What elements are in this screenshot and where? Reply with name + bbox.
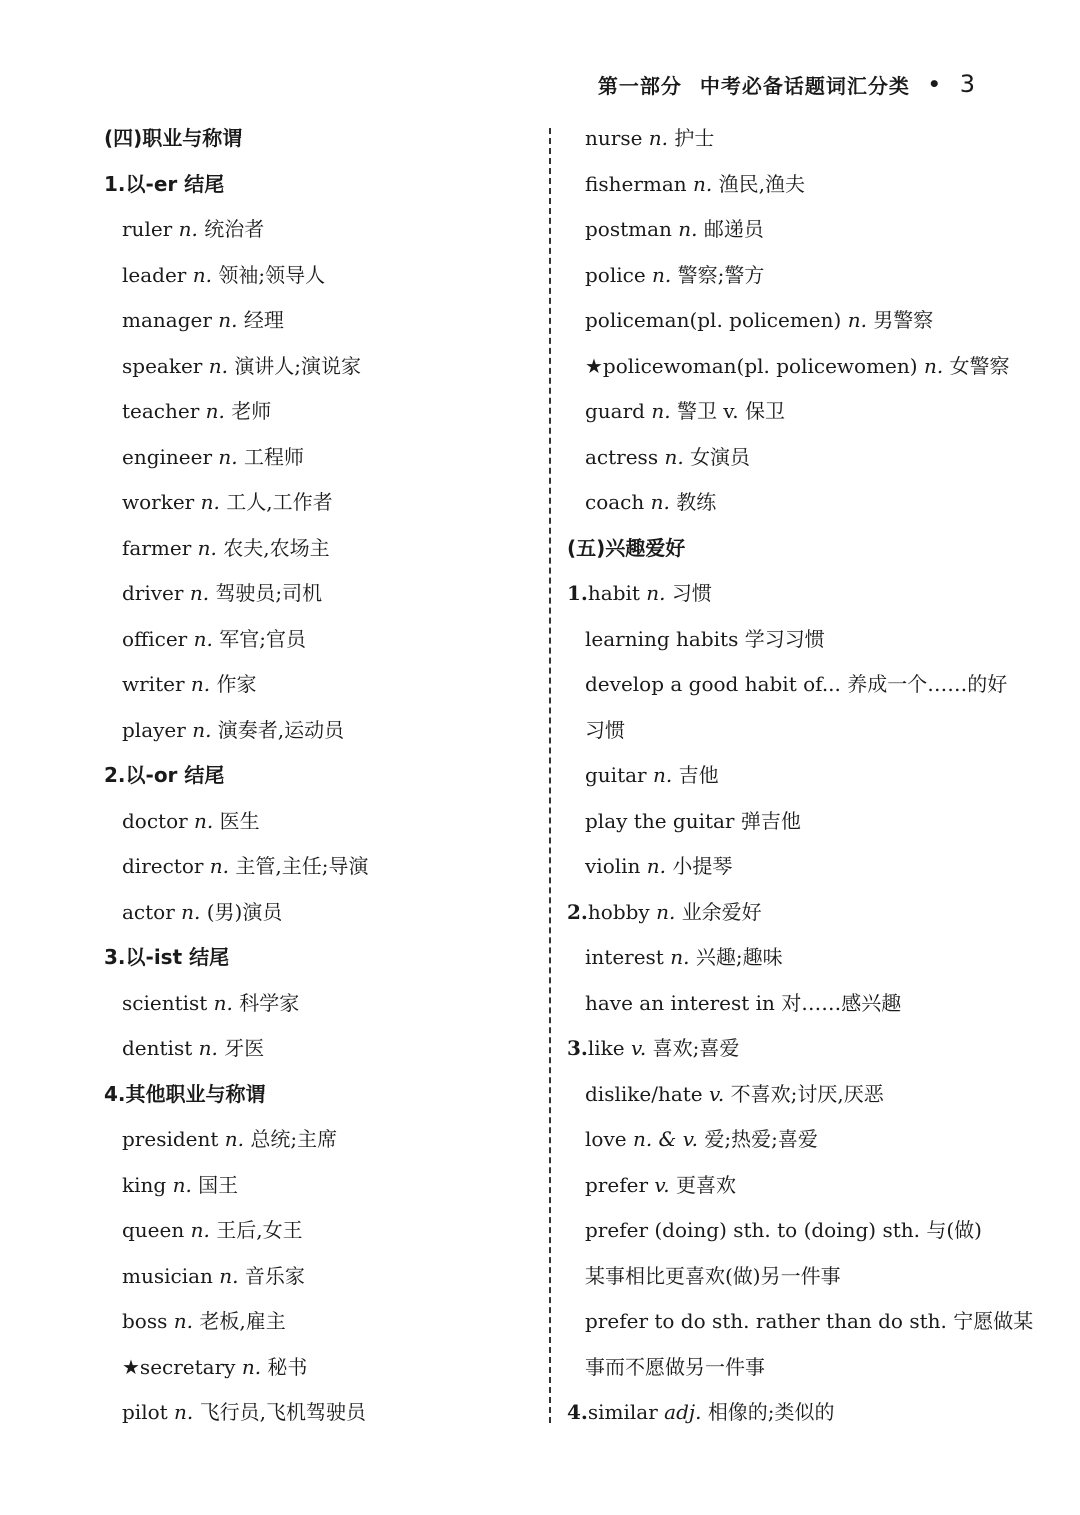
entry-meaning: 老板,雇主 [199, 1309, 286, 1333]
entry-word: driver [122, 581, 184, 605]
vocab-entry [567, 435, 1007, 481]
entry-meaning: 科学家 [239, 990, 300, 1015]
entry-pos: n. [650, 490, 670, 514]
entry-meaning: 更喜欢 [676, 1172, 737, 1197]
entry-word: officer [122, 626, 188, 651]
entry-meaning: 总统;主席 [250, 1127, 338, 1151]
right-column [567, 116, 1034, 1436]
vocab-entry [567, 1117, 1007, 1163]
entry-meaning: 男警察 [873, 308, 934, 332]
vocab-entry [567, 571, 1007, 617]
entry-word: develop a good habit of... [585, 672, 841, 696]
vocab-entry [104, 1208, 544, 1254]
entry-pos: n. [192, 262, 212, 287]
entry-word: police [585, 262, 646, 287]
entry-meaning: 警卫 v. 保卫 [676, 399, 785, 423]
entry-meaning: 吉他 [678, 763, 719, 787]
header-title: 中考必备话题词汇分类 [699, 73, 910, 98]
vocab-entry [567, 162, 1007, 208]
entry-word: worker [122, 490, 195, 514]
entry-pos: n. [174, 1400, 194, 1424]
entry-meaning: 养成一个……的好 [847, 672, 1008, 696]
vocab-entry [104, 480, 544, 526]
entry-meaning: (男)演员 [206, 899, 283, 924]
entry-word: king [122, 1172, 167, 1197]
entry-word: actress [585, 444, 659, 469]
vocab-entry [567, 935, 1007, 981]
entry-word: habit [587, 581, 640, 605]
column-divider [549, 128, 551, 1423]
entry-pos: n. [646, 581, 666, 605]
entry-meaning: 工人,工作者 [226, 490, 333, 514]
entry-pos: n. [190, 672, 211, 696]
entry-pos: n. [190, 1218, 210, 1242]
entry-pos: n. [172, 1172, 192, 1197]
entry-meaning: 小提琴 [672, 854, 733, 878]
entry-pos: n. [198, 1036, 218, 1060]
vocab-entry [104, 253, 544, 299]
entry-word: prefer (doing) sth. to (doing) sth. [585, 1218, 920, 1242]
entry-word: manager [122, 308, 212, 332]
entry-pos: n. [646, 854, 667, 878]
entry-word: fisherman [585, 171, 687, 196]
entry-pos: v. [709, 1081, 725, 1106]
entry-meaning: 习惯 [671, 581, 712, 605]
entry-meaning: 学习习惯 [744, 626, 825, 651]
vocab-entry [567, 662, 1007, 708]
entry-number: 2. [567, 899, 588, 924]
entry-meaning: 兴趣;趣味 [695, 945, 783, 969]
entry-word: speaker [122, 353, 203, 378]
vocab-entry [567, 116, 1007, 162]
entry-pos: n. [205, 399, 225, 423]
entry-pos: n. [218, 308, 238, 332]
vocab-entry [104, 844, 544, 890]
entry-meaning: 农夫,农场主 [223, 535, 330, 560]
vocab-entry [567, 1163, 1007, 1209]
vocab-entry [567, 1345, 1007, 1391]
sub-heading: 1.以-er 结尾 [104, 171, 225, 196]
vocab-entry [104, 571, 544, 617]
entry-meaning: 相像的;类似的 [707, 1400, 835, 1424]
entry-pos: n. [219, 1263, 239, 1288]
entry-meaning: 爱;热爱;喜爱 [704, 1127, 818, 1151]
vocab-entry [104, 389, 544, 435]
entry-pos: v. [631, 1036, 647, 1060]
entry-word: guard [585, 399, 645, 423]
entry-meaning: 作家 [216, 672, 257, 696]
entry-word: ★policewoman(pl. policewomen) [585, 353, 918, 378]
entry-word: play the guitar [585, 808, 735, 833]
header-section: 第一部分 [597, 73, 682, 98]
sub-heading: 4.其他职业与称谓 [104, 1081, 266, 1106]
entry-pos: v. [654, 1172, 670, 1197]
vocab-entry [104, 435, 544, 481]
entry-word: writer [122, 672, 185, 696]
entry-word: musician [122, 1263, 213, 1288]
entry-meaning: 教练 [676, 490, 717, 514]
entry-meaning: 渔民,渔夫 [718, 171, 805, 196]
entry-pos: n. [208, 353, 228, 378]
entry-word: similar [587, 1400, 658, 1424]
entry-pos: n. [847, 308, 867, 332]
vocab-entry [567, 1299, 1034, 1345]
entry-meaning: 领袖;领导人 [218, 262, 326, 287]
vocab-entry [567, 389, 1007, 435]
entry-word: leader [122, 262, 187, 287]
vocab-entry [567, 344, 1010, 390]
entry-meaning: 业余爱好 [681, 899, 762, 924]
entry-meaning: 牙医 [224, 1036, 265, 1060]
entry-pos: n. & v. [632, 1127, 698, 1151]
vocab-entry [104, 1254, 544, 1300]
entry-meaning: 王后,女王 [216, 1218, 303, 1242]
entry-word: learning habits [585, 626, 739, 651]
vocab-entry [104, 890, 544, 936]
entry-word: doctor [122, 808, 188, 833]
vocab-entry [104, 344, 544, 390]
entry-word: pilot [122, 1400, 168, 1424]
entry-pos: n. [651, 399, 671, 423]
vocab-entry [104, 1299, 544, 1345]
entry-word: actor [122, 899, 175, 924]
entry-pos: n. [678, 217, 698, 241]
page-header [598, 66, 976, 102]
entry-meaning: 对……感兴趣 [781, 990, 902, 1015]
entry-pos: n. [209, 854, 230, 878]
entry-word: scientist [122, 990, 208, 1015]
left-column [104, 116, 544, 1436]
entry-pos: n. [192, 717, 212, 742]
entry-number: 1. [567, 581, 588, 605]
entry-meaning: 宁愿做某 [953, 1309, 1034, 1333]
entry-word: ★secretary [122, 1354, 236, 1379]
entry-pos: n. [173, 1309, 193, 1333]
section-heading: (五)兴趣爱好 [567, 535, 686, 560]
entry-word: violin [585, 854, 641, 878]
entry-pos: n. [213, 990, 233, 1015]
entry-pos: n. [200, 490, 220, 514]
entry-meaning: 弹吉他 [740, 808, 801, 833]
entry-meaning: 统治者 [204, 217, 265, 241]
entry-meaning: 国王 [198, 1172, 239, 1197]
vocab-entry [567, 1254, 1007, 1300]
entry-meaning: 驾驶员;司机 [215, 581, 323, 605]
entry-pos: n. [189, 581, 210, 605]
vocab-entry [104, 981, 544, 1027]
entry-meaning: 主管,主任;导演 [235, 854, 369, 878]
vocab-entry [567, 1208, 1007, 1254]
entry-pos: n. [193, 626, 213, 651]
vocab-entry [104, 526, 544, 572]
vocab-entry [567, 480, 1007, 526]
entry-word: queen [122, 1218, 185, 1242]
vocab-entry [104, 662, 544, 708]
entry-pos: adj. [664, 1400, 702, 1424]
entry-word: prefer [585, 1172, 648, 1197]
vocab-entry [104, 617, 544, 663]
entry-word: postman [585, 217, 672, 241]
entry-pos: n. [194, 808, 214, 833]
entry-word: president [122, 1127, 219, 1151]
entry-word: player [122, 717, 186, 742]
entry-word: prefer to do sth. rather than do sth. [585, 1309, 947, 1333]
vocab-entry [567, 617, 1007, 663]
section-heading: (四)职业与称谓 [104, 126, 243, 150]
entry-word: policeman(pl. policemen) [585, 308, 842, 332]
entry-meaning: 女警察 [949, 353, 1010, 378]
vocab-entry [567, 1072, 1007, 1118]
entry-meaning: 军官;官员 [219, 626, 306, 651]
entry-word: love [585, 1127, 627, 1151]
vocab-entry [567, 298, 1007, 344]
entry-meaning: 警察;警方 [677, 262, 765, 287]
vocab-entry [567, 207, 1007, 253]
entry-word: like [587, 1036, 625, 1060]
entry-meaning: 音乐家 [244, 1263, 305, 1288]
vocab-entry [104, 799, 544, 845]
entry-meaning: 医生 [219, 808, 260, 833]
entry-meaning: 邮递员 [703, 217, 764, 241]
entry-meaning: 经理 [243, 308, 284, 332]
entry-word: coach [585, 490, 645, 514]
vocab-entry [567, 753, 1007, 799]
entry-pos: n. [652, 763, 673, 787]
entry-meaning: 演奏者,运动员 [217, 717, 345, 742]
entry-word: guitar [585, 763, 647, 787]
vocab-entry [104, 1345, 544, 1391]
vocab-entry [567, 981, 1007, 1027]
entry-word: dentist [122, 1036, 193, 1060]
header-bullet: • [927, 72, 942, 96]
vocab-entry [104, 1117, 544, 1163]
entry-meaning: 事而不愿做另一件事 [585, 1354, 765, 1379]
entry-word: farmer [122, 535, 192, 560]
entry-pos: n. [652, 262, 672, 287]
entry-meaning: 飞行员,飞机驾驶员 [199, 1400, 367, 1424]
vocab-entry [104, 1026, 544, 1072]
entry-pos: n. [664, 444, 684, 469]
entry-word: engineer [122, 444, 213, 469]
entry-pos: n. [224, 1127, 245, 1151]
entry-pos: n. [648, 126, 669, 150]
entry-pos: n. [197, 535, 217, 560]
entry-meaning: 习惯 [585, 717, 625, 742]
vocab-entry [567, 844, 1007, 890]
entry-word: teacher [122, 399, 200, 423]
entry-meaning: 与(做) [926, 1218, 982, 1242]
entry-meaning: 护士 [674, 126, 715, 150]
vocab-entry [567, 253, 1007, 299]
entry-pos: n. [656, 899, 676, 924]
entry-pos: n. [178, 217, 198, 241]
vocab-entry [104, 1163, 544, 1209]
entry-meaning: 女演员 [690, 444, 751, 469]
sub-heading: 2.以-or 结尾 [104, 763, 225, 787]
entry-word: have an interest in [585, 990, 775, 1015]
vocab-entry [567, 1026, 1007, 1072]
entry-meaning: 秘书 [267, 1354, 308, 1379]
page-number: 3 [959, 70, 976, 98]
entry-meaning: 不喜欢;讨厌,厌恶 [730, 1081, 884, 1106]
entry-pos: n. [218, 444, 238, 469]
entry-number: 4. [567, 1400, 588, 1424]
vocab-entry [104, 1390, 544, 1436]
entry-number: 3. [567, 1036, 588, 1060]
entry-meaning: 演讲人;演说家 [234, 353, 362, 378]
entry-pos: n. [181, 899, 201, 924]
entry-pos: n. [241, 1354, 262, 1379]
entry-meaning: 工程师 [244, 444, 304, 469]
sub-heading: 3.以-ist 结尾 [104, 945, 230, 969]
vocab-entry [104, 298, 544, 344]
entry-pos: n. [670, 945, 690, 969]
entry-word: boss [122, 1309, 168, 1333]
entry-meaning: 喜欢;喜爱 [652, 1036, 740, 1060]
vocab-entry [567, 708, 1007, 754]
entry-word: hobby [587, 899, 650, 924]
vocab-entry [104, 708, 544, 754]
vocab-entry [567, 890, 1007, 936]
entry-word: nurse [585, 126, 643, 150]
vocab-entry [104, 207, 544, 253]
entry-word: director [122, 854, 204, 878]
vocab-entry [567, 1390, 1007, 1436]
vocab-entry [567, 799, 1007, 845]
entry-pos: n. [693, 171, 713, 196]
entry-meaning: 老师 [231, 399, 272, 423]
entry-pos: n. [923, 353, 944, 378]
entry-word: dislike/hate [585, 1081, 703, 1106]
entry-word: ruler [122, 217, 173, 241]
entry-meaning: 某事相比更喜欢(做)另一件事 [585, 1263, 841, 1288]
entry-word: interest [585, 945, 664, 969]
